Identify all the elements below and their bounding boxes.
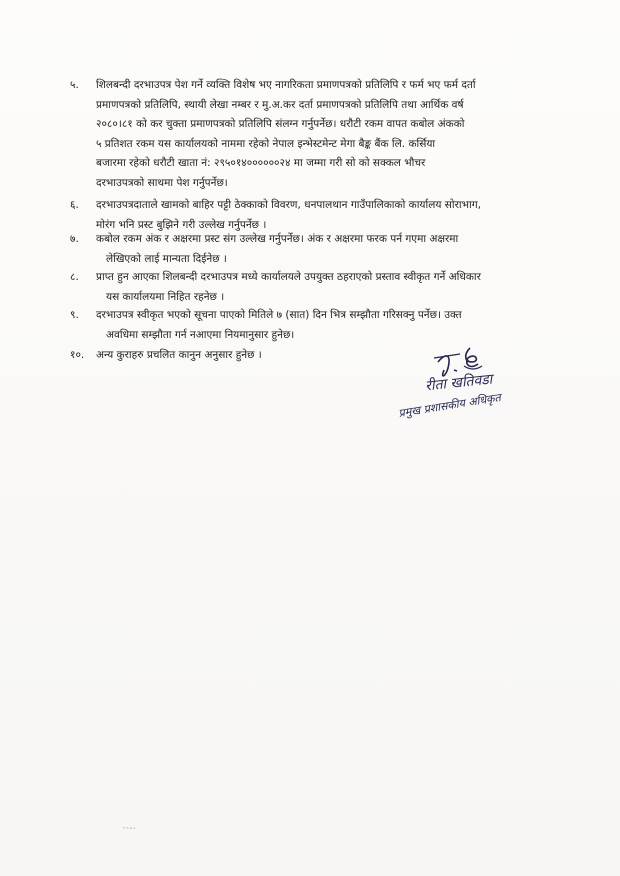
clause-number: ८. bbox=[70, 271, 79, 283]
clause-line: अवधिमा सम्झौता गर्न नआएमा नियमानुसार हुनेछ। bbox=[106, 328, 295, 341]
clause-number: १०. bbox=[70, 349, 85, 361]
clause-line: प्राप्त हुन आएका शिलबन्दी दरभाउपत्र मध्ये कार्यालयले उपयुक्त ठहराएको प्रस्ताव स्वीकृत गर्ने अधिकार bbox=[96, 271, 481, 283]
clause-line: प्रमाणपत्रको प्रतिलिपि, स्थायी लेखा नम्बर र मु.अ.कर दर्ता प्रमाणपत्रको प्रतिलिपि तथा आर्थिक वर्ष bbox=[96, 98, 464, 111]
clause-line: दरभाउपत्रदाताले खामको बाहिर पट्टी ठेक्काको विवरण, धनपालथान गाउँपालिकाको कार्यालय सोराभाग, bbox=[96, 199, 481, 211]
clause-line: शिलबन्दी दरभाउपत्र पेश गर्ने व्यक्ति विशेष भए नागरिकता प्रमाणपत्रको प्रतिलिपि र फर्म भए फर्म दर्ता bbox=[96, 79, 476, 91]
clause-number: ५. bbox=[70, 79, 79, 91]
clause-line: यस कार्यालयमा निहित रहनेछ । bbox=[106, 290, 225, 303]
clause-line: लेखिएको लाई मान्यता दिईनेछ । bbox=[106, 252, 227, 265]
clause-line: २०८०।८१ को कर चुक्ता प्रमाणपत्रको प्रतिलिपि संलग्न गर्नुपर्नेछ। धरौटी रकम वापत कबोल अंकको bbox=[96, 118, 465, 130]
signatory-title: प्रमुख प्रशासकीय अधिकृत bbox=[397, 391, 502, 420]
clause-number: ९. bbox=[70, 309, 79, 321]
clause-line: दरभाउपत्रको साथमा पेश गर्नुपर्नेछ। bbox=[96, 176, 228, 189]
clause-8 bbox=[70, 268, 570, 307]
clause-line: दरभाउपत्र स्वीकृत भएको सूचना पाएको मितिले ७ (सात) दिन भित्र सम्झौता गरिसक्नु पर्नेछ। उक्त bbox=[96, 309, 462, 321]
clause-number: ७. bbox=[70, 233, 79, 245]
clause-line: कबोल रकम अंक र अक्षरमा प्रस्ट संग उल्लेख गर्नुपर्नेछ। अंक र अक्षरमा फरक पर्न गएमा अक्षरमा bbox=[96, 233, 459, 245]
clause-line: ५ प्रतिशत रकम यस कार्यालयको नाममा रहेको नेपाल इन्भेस्टमेन्ट मेगा बैङ्क बैंक लि. कर्सिया bbox=[96, 137, 436, 150]
clause-line: अन्य कुराहरु प्रचलित कानुन अनुसार हुनेछ । bbox=[96, 349, 262, 361]
clause-line: बजारमा रहेको धरौटी खाता नं: २९५०१४००००००२४ मा जम्मा गरी सो को सक्कल भौचर bbox=[96, 157, 426, 169]
clause-line: मोरंग भनि प्रस्ट बुझिने गरी उल्लेख गर्नुपर्नेछ । bbox=[96, 218, 267, 231]
clause-7 bbox=[70, 230, 570, 269]
clause-number: ६. bbox=[70, 199, 79, 211]
signatory-name: रीता खतिवडा bbox=[424, 371, 494, 395]
clause-5 bbox=[70, 76, 570, 193]
scan-artifact bbox=[122, 826, 138, 830]
